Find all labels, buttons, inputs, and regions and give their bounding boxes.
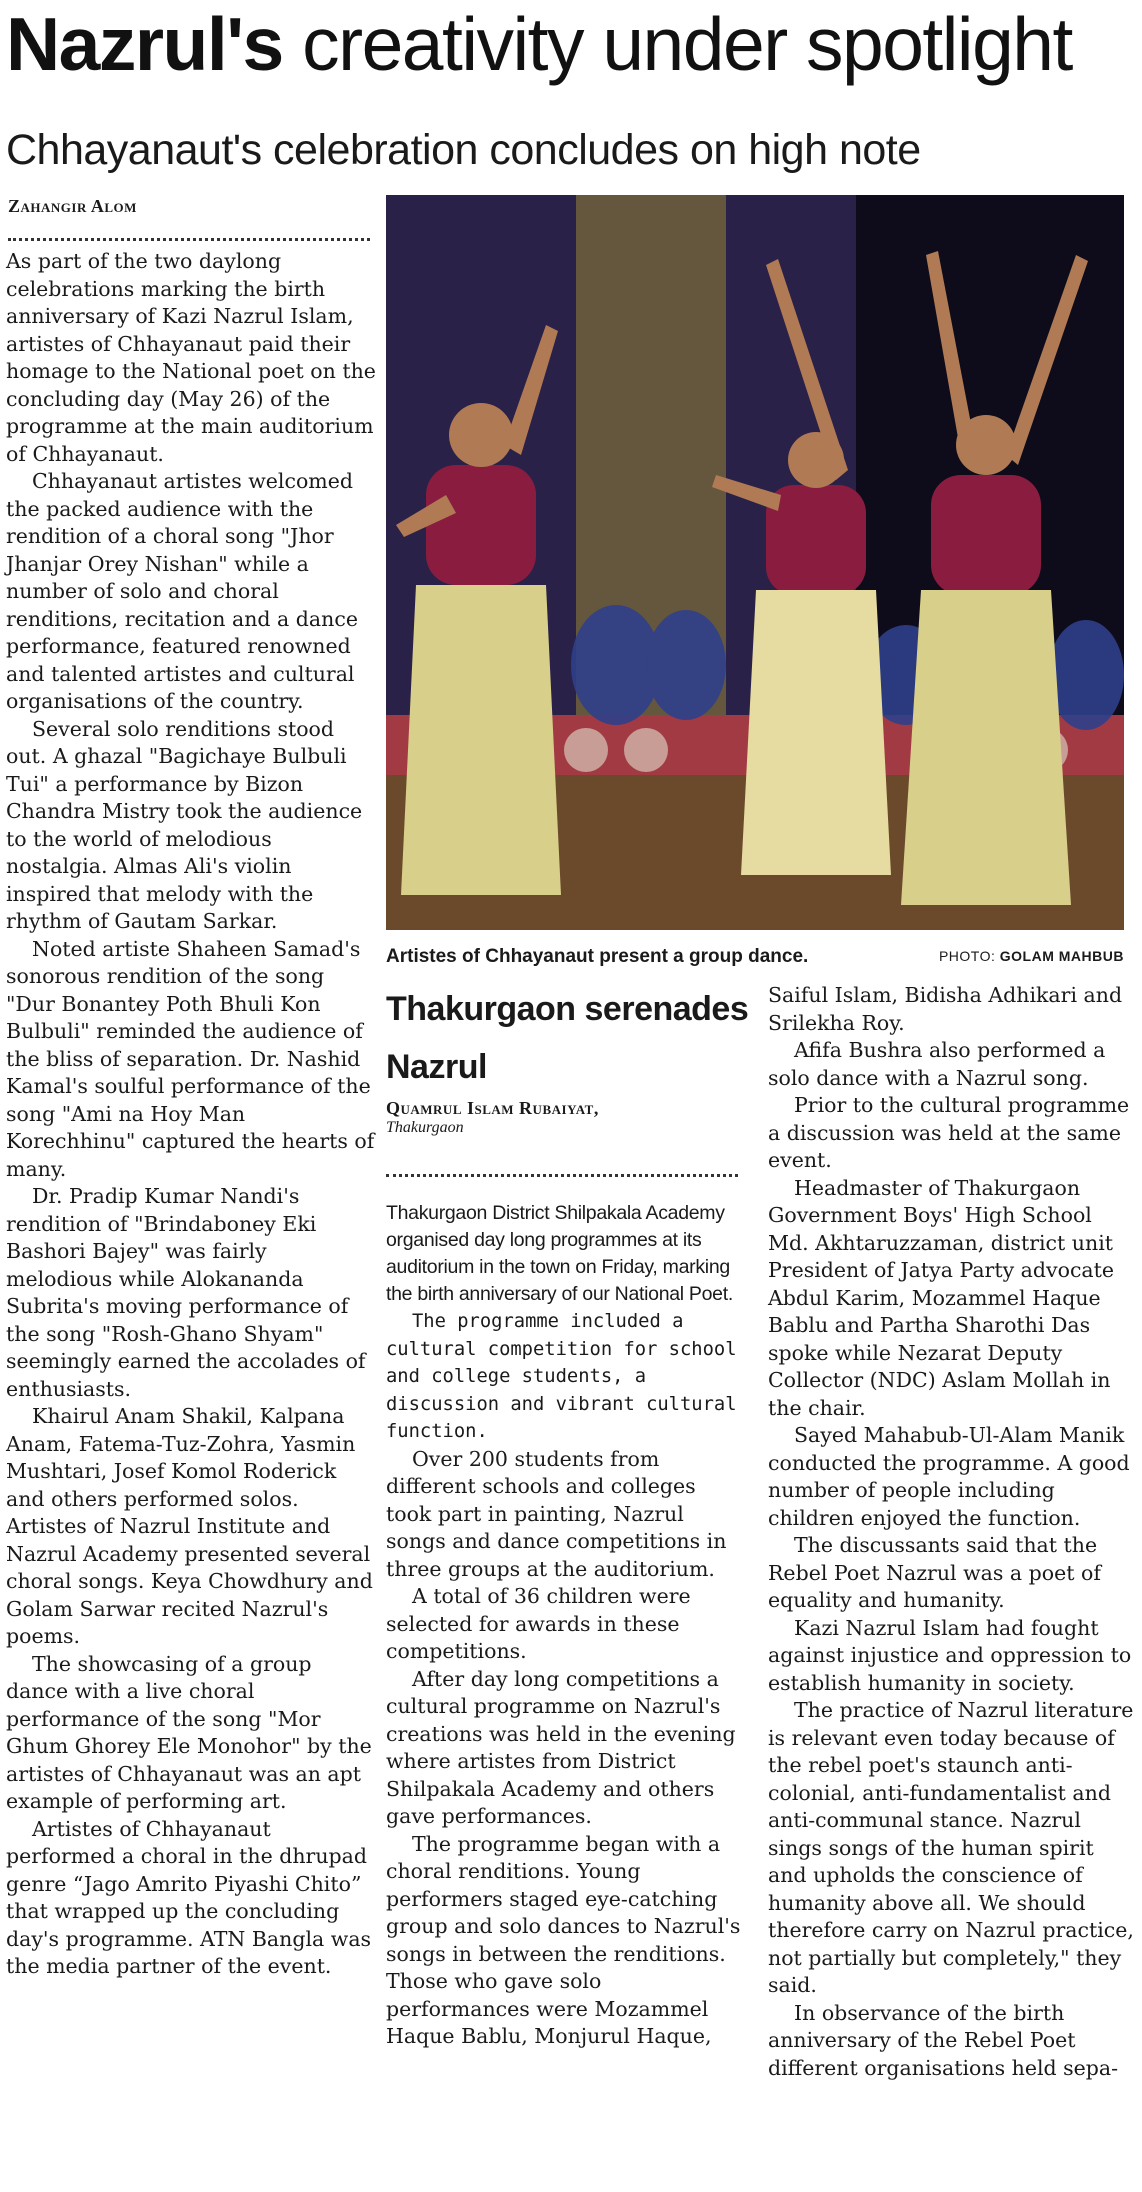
headline-rest: creativity under spotlight — [302, 2, 1072, 86]
second-byline-divider — [386, 1174, 738, 1177]
second-paragraph: The programme began with a choral renditions. Young performers staged eye-catching group and solo dances to Nazrul's songs in between the renditions. Those who gave solo performances were Mozammel Haque Bablu, Monjurul Haque, — [386, 1831, 741, 2048]
second-paragraph: Kazi Nazrul Islam had fought against injustice and oppression to establish humanity in society. — [768, 1615, 1132, 1695]
second-paragraph: Over 200 students from different schools and colleges took part in painting, Nazrul songs and dance competitions in three groups at the auditorium. — [386, 1446, 727, 1581]
byline: Zahangir Alom — [8, 196, 137, 216]
main-paragraph: Dr. Pradip Kumar Nandi's rendition of "Brindaboney Eki Bashori Bajey" was fairly melodious while Alokananda Subrita's moving performance of the song "Rosh-Ghano Shyam" seemingly earned the accolades of enthusiasts. — [6, 1184, 366, 1401]
main-paragraph: Noted artiste Shaheen Samad's sonorous rendition of the song "Dur Bonantey Poth Bhuli Kon Bulbuli" reminded the audience of the bliss of separation. Dr. Nashid Kamal's soulful performance of the song "Ami na Hoy Man Korechhinu" captured the hearts of many. — [6, 936, 375, 1181]
second-paragraph: Saiful Islam, Bidisha Adhikari and Srilekha Roy. — [768, 983, 1123, 1035]
second-paragraph: Headmaster of Thakurgaon Government Boys' High School Md. Akhtaruzzaman, district unit President of Jatya Party advocate Abdul Karim, Mozammel Haque Bablu and Partha Sharothi Das spoke while Nezarat Deputy Collector (NDC) Aslam Mollah in the chair. — [768, 1175, 1115, 1420]
headline — [6, 0, 1136, 90]
second-article-byline: Quamrul Islam Rubaiyat, — [386, 1098, 599, 1118]
photo-caption: Artistes of Chhayanaut present a group dance. — [386, 946, 809, 967]
headline-bold: Nazrul's — [6, 2, 283, 86]
photo-credit-name: GOLAM MAHBUB — [999, 948, 1124, 964]
main-paragraph: Artistes of Chhayanaut performed a choral in the dhrupad genre “Jago Amrito Piyashi Chito” that wrapped up the concluding day's programme. ATN Bangla was the media partner of the event. — [6, 1816, 372, 1978]
dance-photo — [386, 195, 1124, 930]
main-paragraph: Khairul Anam Shakil, Kalpana Anam, Fatema-Tuz-Zohra, Yasmin Mushtari, Josef Komol Roderick and others performed solos. Artistes of Nazrul Institute and Nazrul Academy presented several choral songs. Keya Chowdhury and Golam Sarwar recited Nazrul's poems. — [6, 1404, 373, 1648]
second-article-place: Thakurgaon — [386, 1119, 464, 1136]
second-paragraph: A total of 36 children were selected for awards in these competitions. — [386, 1584, 691, 1663]
second-article-col3 — [768, 982, 1136, 2082]
photo-caption-row — [386, 944, 1136, 972]
main-article-body — [6, 248, 376, 1981]
main-paragraph: Chhayanaut artistes welcomed the packed audience with the rendition of a choral song "Jhor Jhanjar Orey Nishan" while a number of solo and choral renditions, recitation and a dance performance, featured renowned and talented artistes and cultural organisations of the country. — [6, 469, 358, 713]
second-paragraph: After day long competitions a cultural programme on Nazrul's creations was held in the evening where artistes from District Shilpakala Academy and others gave performances. — [386, 1666, 736, 1828]
second-article-byline-block — [386, 1098, 746, 1137]
main-paragraph: As part of the two daylong celebrations marking the birth anniversary of Kazi Nazrul Islam, artistes of Chhayanaut paid their homage to the National poet on the concluding day (May 26) of the programme at the main auditorium of Chhayanaut. — [6, 249, 376, 466]
dance-photo-illustration — [386, 195, 1124, 930]
byline-divider — [8, 238, 370, 241]
second-paragraph: Afifa Bushra also performed a solo dance with a Nazrul song. — [768, 1038, 1106, 1090]
second-paragraph: The programme included a cultural competition for school and college students, a discussion and vibrant cultural function. — [386, 1311, 737, 1442]
second-article-headline: Thakurgaon serenades Nazrul — [386, 990, 749, 1086]
main-paragraph: The showcasing of a group dance with a live choral performance of the song "Mor Ghum Ghorey Ele Monohor" by the artistes of Chhayanaut was an apt example of performing art. — [6, 1651, 372, 1813]
second-article-col2 — [386, 1200, 742, 2051]
second-paragraph: Prior to the cultural programme a discussion was held at the same event. — [768, 1093, 1130, 1172]
photo-credit — [939, 948, 1124, 964]
second-paragraph: The practice of Nazrul literature is relevant even today because of the rebel poet's staunch anti-colonial, anti-fundamentalist and anti-communal stance. Nazrul sings songs of the human spirit and upholds the conscience of humanity above all. We should therefore carry on Nazrul practice, not partially but completely," they said. — [768, 1698, 1134, 1997]
main-paragraph: Several solo renditions stood out. A ghazal "Bagichaye Bulbuli Tui" a performance by Bizon Chandra Mistry took the audience to the world of melodious nostalgia. Almas Ali's violin inspired that melody with the rhythm of Gautam Sarkar. — [6, 716, 363, 933]
second-paragraph: Sayed Mahabub-Ul-Alam Manik conducted the programme. A good number of people including children enjoyed the function. — [768, 1423, 1130, 1530]
subheadline: Chhayanaut's celebration concludes on high note — [6, 126, 921, 174]
second-paragraph: The discussants said that the Rebel Poet Nazrul was a poet of equality and humanity. — [768, 1533, 1101, 1612]
photo-credit-label: PHOTO: — [938, 948, 996, 964]
second-paragraph: Thakurgaon District Shilpakala Academy organised day long programmes at its auditorium in the town on Friday, marking the birth anniversary of our National Poet. — [386, 1202, 733, 1305]
second-paragraph: In observance of the birth anniversary of the Rebel Poet different organisations held sepa- — [768, 2000, 1119, 2080]
